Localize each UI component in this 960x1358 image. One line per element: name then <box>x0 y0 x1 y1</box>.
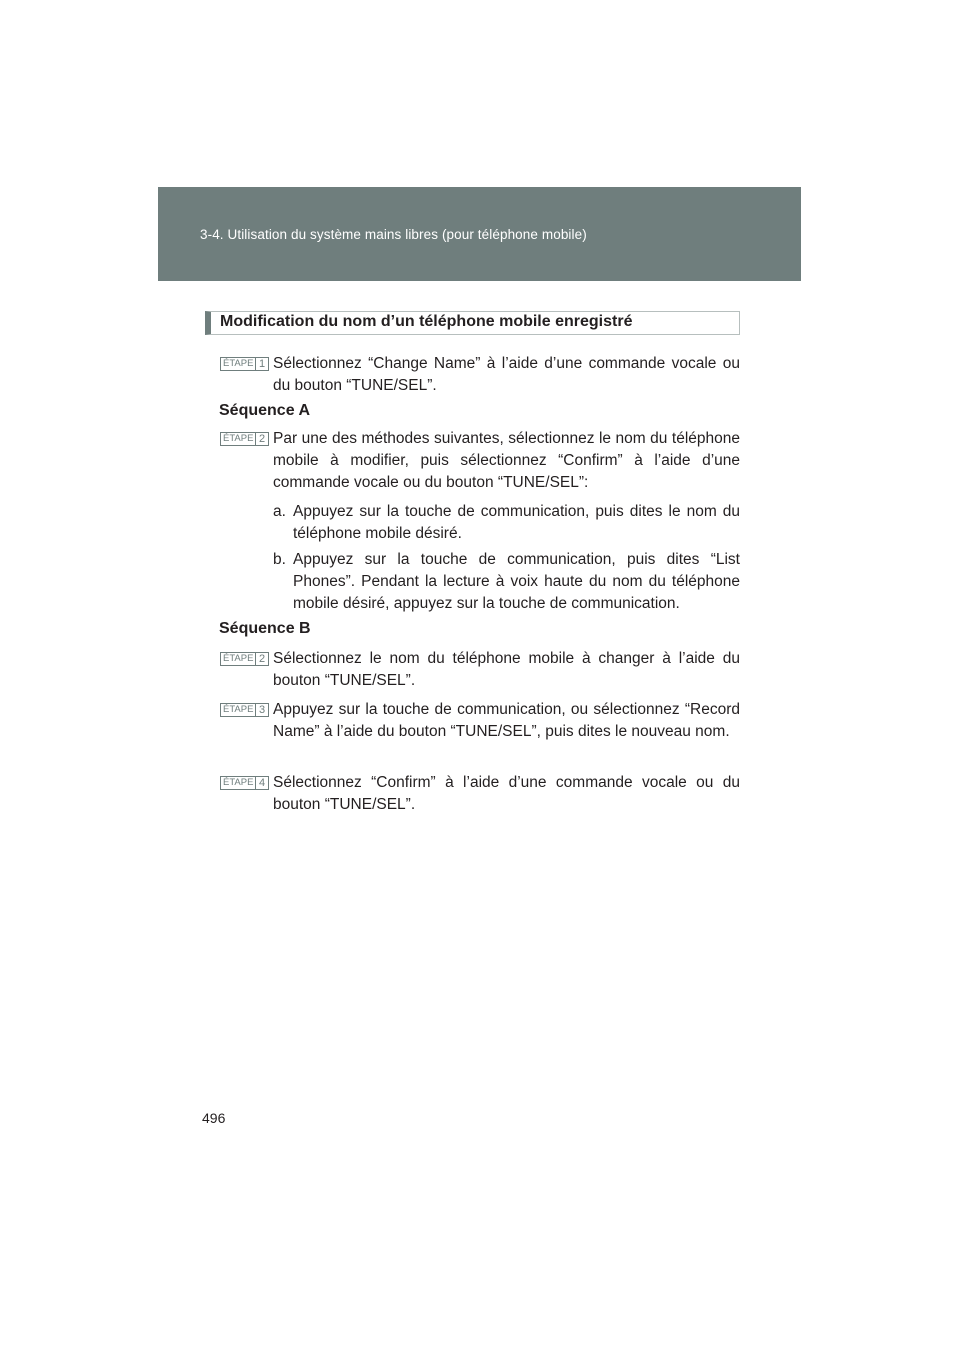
sequence-a-heading: Séquence A <box>219 402 310 419</box>
step-number: 1 <box>255 357 268 371</box>
chapter-header <box>158 187 801 281</box>
page-number: 496 <box>202 1110 226 1126</box>
step-text: Sélectionnez le nom du téléphone mobile à changer à l’aide du bouton “TUNE/SEL”. <box>273 650 740 689</box>
sub-item-b <box>273 549 740 615</box>
sub-item-text: Appuyez sur la touche de communication, puis dites le nom du téléphone mobile désiré. <box>293 503 740 542</box>
step-text: Sélectionnez “Change Name” à l’aide d’une commande vocale ou du bouton “TUNE/SEL”. <box>273 355 740 394</box>
step-badge: ÉTAPE 3 <box>220 703 269 717</box>
step-4 <box>220 772 740 816</box>
step-1 <box>220 353 740 397</box>
step-text: Sélectionnez “Confirm” à l’aide d’une commande vocale ou du bouton “TUNE/SEL”. <box>273 774 740 813</box>
sequence-b-heading: Séquence B <box>219 620 311 637</box>
step-2-sequence-a <box>220 428 740 494</box>
step-number: 3 <box>255 703 268 717</box>
step-text: Appuyez sur la touche de communication, ou sélectionnez “Record Name” à l’aide du bouton “TUNE/SEL”, puis dites le nouveau nom. <box>273 701 740 740</box>
step-number: 4 <box>255 776 268 790</box>
step-number: 2 <box>255 652 268 666</box>
step-badge: ÉTAPE 2 <box>220 432 269 446</box>
sub-item-text: Appuyez sur la touche de communication, puis dites “List Phones”. Pendant la lecture à voix haute du nom du téléphone mobile désiré, appuyez sur la touche de communication. <box>293 551 740 612</box>
breadcrumb: 3-4. Utilisation du système mains libres (pour téléphone mobile) <box>200 227 587 242</box>
step-badge: ÉTAPE 4 <box>220 776 269 790</box>
step-text: Par une des méthodes suivantes, sélectionnez le nom du téléphone mobile à modifier, puis sélectionnez “Confirm” à l’aide d’une commande vocale ou du bouton “TUNE/SEL”: <box>273 430 740 491</box>
step-badge: ÉTAPE 2 <box>220 652 269 666</box>
sub-item-letter: b. <box>273 551 286 568</box>
sub-item-a <box>273 501 740 545</box>
section-title-box <box>205 311 740 335</box>
step-3 <box>220 699 740 743</box>
section-title: Modification du nom d’un téléphone mobile enregistré <box>220 313 633 330</box>
step-badge: ÉTAPE 1 <box>220 357 269 371</box>
step-number: 2 <box>255 432 268 446</box>
step-2-sequence-b <box>220 648 740 692</box>
sub-item-letter: a. <box>273 503 286 520</box>
